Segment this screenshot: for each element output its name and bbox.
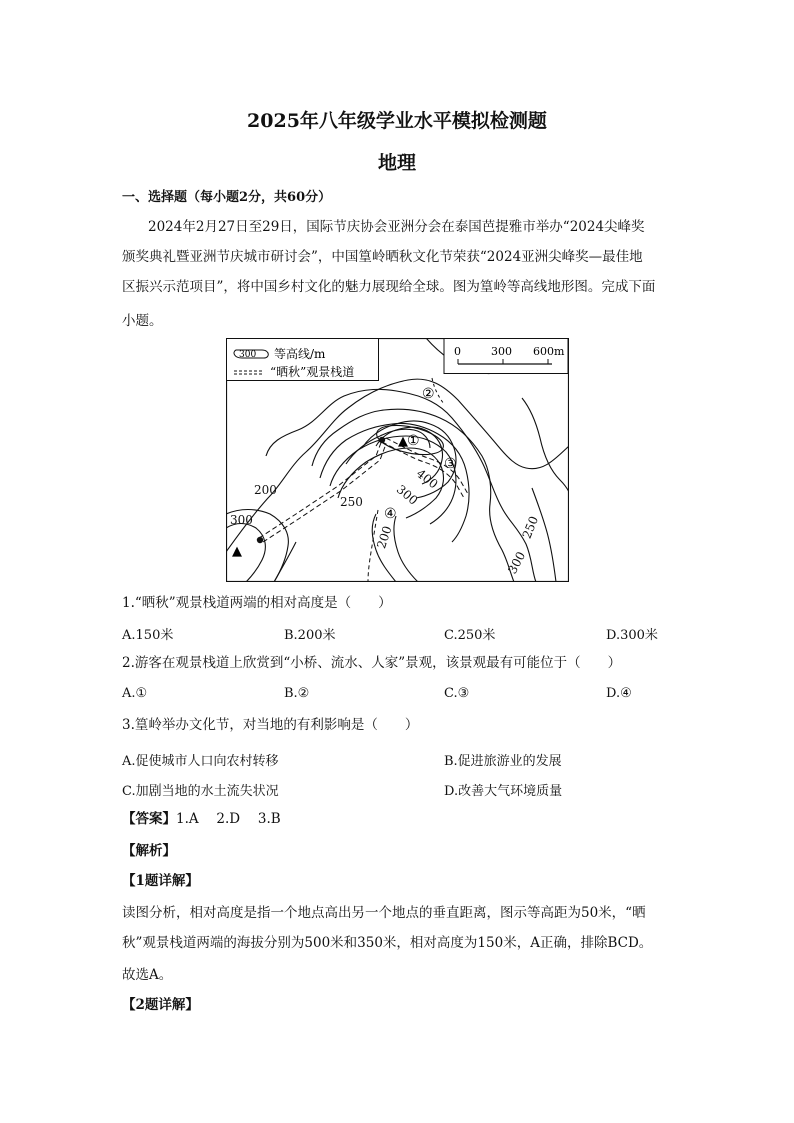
answer-label: 【答案】 [122,811,176,827]
trail-end-point [379,437,385,443]
peak-icon: ▲ [232,544,242,559]
intro-line-4: 小题。 [122,313,163,329]
contour-label: 200 [254,483,277,497]
contour-label: 300 [505,549,529,577]
answer-line [122,804,281,834]
contour-label: 250 [340,495,363,509]
detail-1-label: 【1题详解】 [122,873,199,889]
q1-option-a: A.150米 [122,628,174,643]
marker-3: ③ [444,456,457,472]
question-1-stem: 1.“晒秋”观景栈道两端的相对高度是（ ） [122,595,392,611]
q2-option-a: A.① [122,686,148,701]
contour-label: 400 [413,466,441,492]
map-legend [227,339,379,381]
question-2-stem: 2.游客在观景栈道上欣赏到“小桥、流水、人家”景观，该景观最有可能位于（ ） [122,655,622,671]
contour-label: 250 [519,514,542,541]
marker-4: ④ [384,506,397,522]
intro-line-2: 颁奖典礼暨亚洲节庆城市研讨会”，中国篁岭晒秋文化节荣获“2024亚洲尖峰奖—最佳地 [122,249,643,265]
q2-option-c: C.③ [444,686,470,701]
q2-option-d: D.④ [606,686,632,701]
q3-option-d: D.改善大气环境质量 [444,784,563,799]
marker-1: ① [407,433,420,449]
legend-contour-label: 等高线/m [274,347,326,361]
contour-label: 300 [393,482,421,508]
page-title: 2025年八年级学业水平模拟检测题 [247,110,547,132]
contour-label: 200 [374,524,395,551]
detail-1-line-1: 读图分析，相对高度是指一个地点高出另一个地点的垂直距离，图示等高距为50米，“晒 [122,905,646,921]
q1-option-c: C.250米 [444,628,496,643]
detail-1-line-3: 故选A。 [122,967,173,983]
scale-0: 0 [454,345,461,358]
peak-icon: ▲ [398,434,408,449]
legend-trail-label: “晒秋”观景栈道 [270,365,355,379]
scale-600: 600m [533,345,565,358]
question-3-stem: 3.篁岭举办文化节，对当地的有利影响是（ ） [122,717,419,733]
q1-option-b: B.200米 [284,628,336,643]
contour-map [226,338,569,582]
detail-1-line-2: 秋”观景栈道两端的海拔分别为500米和350米，相对高度为150米，A正确，排除BCD。 [122,935,653,951]
trail-end-point [257,537,263,543]
analysis-label: 【解析】 [122,843,176,859]
q1-option-d: D.300米 [606,628,658,643]
q3-option-b: B.促进旅游业的发展 [444,754,562,769]
intro-line-1: 2024年2月27日至29日，国际节庆协会亚洲分会在泰国芭提雅市举办“2024尖峰奖 [148,219,645,235]
legend-contour-sample: 300 [239,350,257,360]
marker-2: ② [422,386,435,402]
intro-line-3: 区振兴示范项目”，将中国乡村文化的魅力展现给全球。图为篁岭等高线地形图。完成下面 [122,279,656,295]
map-scale [444,339,568,374]
q3-option-c: C.加剧当地的水土流失状况 [122,784,279,799]
contour-label: 300 [230,513,253,527]
q3-option-a: A.促使城市人口向农村转移 [122,754,279,769]
q2-option-b: B.② [284,686,310,701]
detail-2-label: 【2题详解】 [122,997,199,1013]
section-heading: 一、选择题（每小题2分，共60分） [122,190,332,205]
answer-text: 1.A 2.D 3.B [176,811,281,827]
scale-300: 300 [491,345,512,358]
subject-title: 地理 [377,152,416,174]
